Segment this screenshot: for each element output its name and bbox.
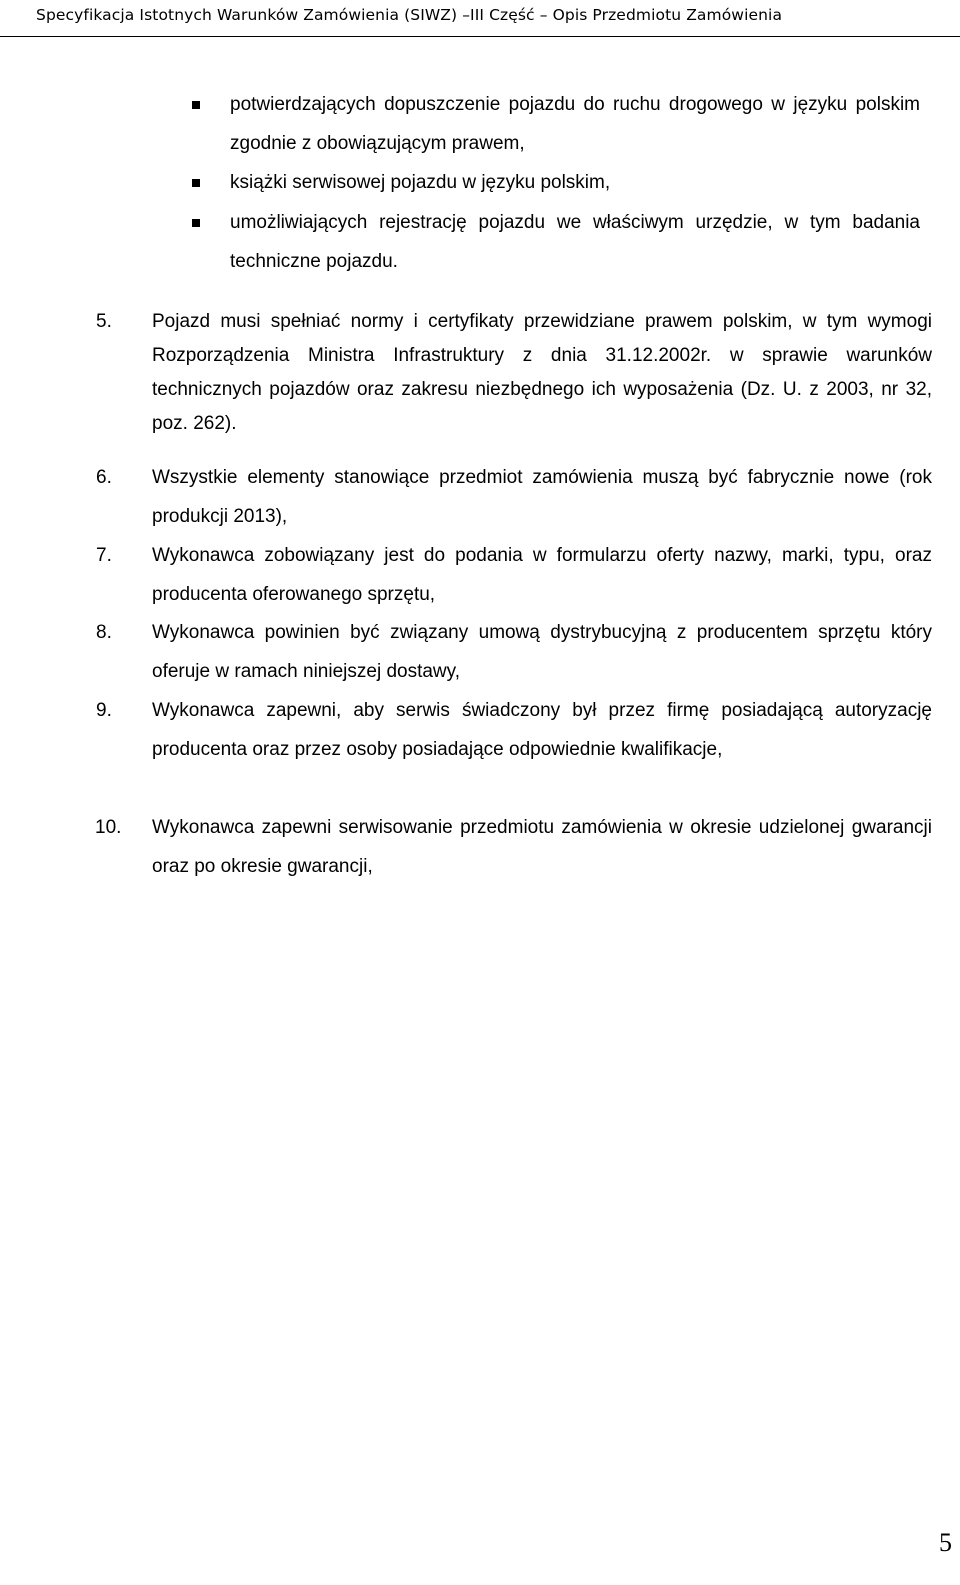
list-item [96, 537, 932, 614]
item-number: 6. [96, 467, 112, 488]
square-bullet-icon [192, 101, 200, 109]
square-bullet-icon [192, 219, 200, 227]
item-text: Pojazd musi spełniać normy i certyfikaty przewidziane prawem polskim, w tym wymogi Rozporządzenia Ministra Infrastruktury z dnia 31.12.2002r. w sprawie warunków technicznych pojazdów oraz zakresu niezbędnego ich wyposażenia (Dz. U. z 2003, nr 32, poz. 262). [152, 311, 932, 434]
item-text: Wykonawca zapewni serwisowanie przedmiotu zamówienia w okresie udzielonej gwarancji oraz po okresie gwarancji, [152, 817, 932, 877]
item-number: 7. [96, 545, 112, 566]
bullet-text: potwierdzających dopuszczenie pojazdu do ruchu drogowego w języku polskim zgodnie z obowiązującym prawem, [230, 94, 920, 154]
list-item [96, 614, 932, 691]
item-text: Wykonawca zapewni, aby serwis świadczony był przez firmę posiadającą autoryzację producenta oraz przez osoby posiadające odpowiednie kwalifikacje, [152, 700, 932, 760]
header-rule [0, 36, 960, 37]
item-text: Wykonawca powinien być związany umową dystrybucyjną z producentem sprzętu który oferuje w ramach niniejszej dostawy, [152, 622, 932, 682]
item-text: Wykonawca zobowiązany jest do podania w formularzu oferty nazwy, marki, typu, oraz producenta oferowanego sprzętu, [152, 545, 932, 605]
bullet-item [230, 164, 920, 203]
item-number: 5. [96, 311, 112, 332]
list-item [95, 809, 932, 886]
bullet-item [230, 204, 920, 281]
bullet-text: umożliwiających rejestrację pojazdu we właściwym urzędzie, w tym badania techniczne pojazdu. [230, 212, 920, 272]
square-bullet-icon [192, 179, 200, 187]
item-number: 10. [95, 817, 122, 838]
list-item [96, 692, 932, 769]
item-text: Wszystkie elementy stanowiące przedmiot zamówienia muszą być fabrycznie nowe (rok produkcji 2013), [152, 467, 932, 527]
page-header: Specyfikacja Istotnych Warunków Zamówienia (SIWZ) –III Część – Opis Przedmiotu Zamówienia [36, 6, 783, 24]
list-item [96, 305, 932, 441]
page-number: 5 [939, 1528, 952, 1557]
item-number: 8. [96, 622, 112, 643]
item-number: 9. [96, 700, 112, 721]
bullet-text: książki serwisowej pojazdu w języku polskim, [230, 172, 611, 193]
list-item [96, 459, 932, 536]
bullet-item [230, 86, 920, 163]
